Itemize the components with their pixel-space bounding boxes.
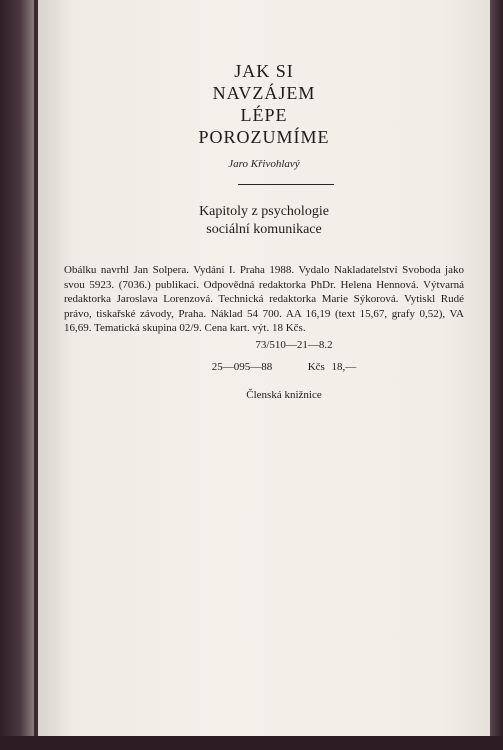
price: Kčs 18,— [307, 361, 357, 373]
book-spine-edge [0, 0, 34, 750]
title-line: JAK SI [234, 61, 294, 81]
book-title [38, 60, 490, 148]
title-line: LÉPE [240, 105, 288, 125]
book-subtitle [38, 203, 490, 239]
divider-rule [238, 184, 334, 185]
catalog-code: 73/510—21—8.2 [255, 339, 333, 351]
club-edition: Členská knižnice [246, 389, 322, 401]
page-bottom-edge [0, 736, 503, 750]
title-line: NAVZÁJEM [212, 83, 316, 103]
page-right-edge [490, 0, 503, 750]
author-name: Jaro Křivohlavý [228, 158, 300, 170]
subtitle-line: sociální komunikace [206, 222, 322, 237]
title-line: POROZUMÍME [198, 127, 330, 147]
order-code: 25—095—88 [211, 361, 273, 373]
imprint-text: Obálku navrhl Jan Solpera. Vydání I. Praha 1988. Vydalo Nakladatelství Svoboda jako svou 5923. (7036.) publikaci. Odpovědná redaktorka PhDr. Helena Hennová. Výtvarná redaktorka Jaroslava Lorenzová. Technická redaktorka Marie Sýkorová. Vytiskl Rudé právo, tiskařské závody, Praha. Náklad 54 700. AA 16,19 (text 15,67, grafy 0,52), VA 16,69. Tematická skupina 02/9. Cena kart. výt. 18 Kčs. [64, 264, 464, 334]
order-and-price [38, 361, 490, 373]
subtitle-line: Kapitoly z psychologie [199, 204, 329, 219]
book-page [38, 0, 490, 750]
